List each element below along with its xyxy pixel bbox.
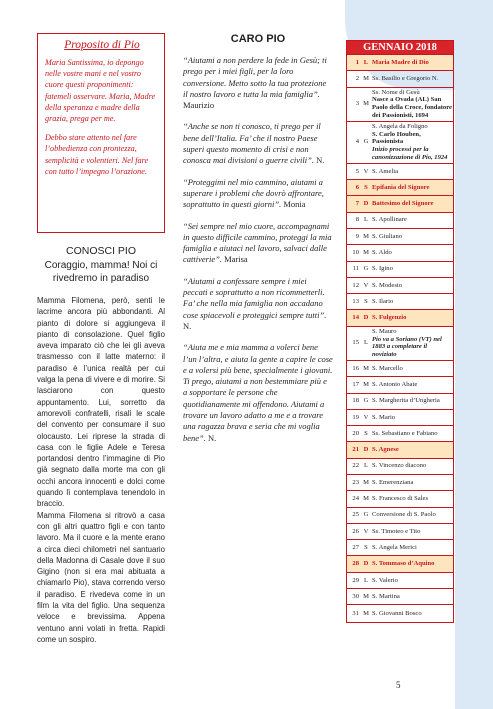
calendar-note: S. Carlo Houben, Passionista [372, 130, 421, 146]
page-number: 5 [396, 680, 401, 690]
calendar-weekday: M [363, 249, 369, 256]
calendar-row [347, 394, 453, 410]
calendar-saint [371, 380, 453, 390]
calendar-weekday: S [364, 543, 368, 551]
calendar-saint [371, 248, 453, 258]
calendar-weekday: S [364, 429, 368, 437]
calendar-day-number: 20 [352, 429, 359, 437]
calendar-weekday: L [363, 462, 369, 470]
calendar-saint-name: S. Antonio Abate [372, 380, 418, 388]
calendar-day-number: 5 [355, 167, 359, 175]
calendar-saint-name: S. Mauro [372, 327, 397, 335]
letter-quote: “Aiutami a confessare sempre i miei peccati e soprattutto a non ricommetterli. Fa’ che nella mia famiglia non accadano cose spiacevoli e proteggici sempre tutti”. [183, 275, 327, 320]
calendar-row [347, 164, 453, 180]
calendar-saint [371, 413, 453, 423]
calendar-saint-name: S. Angela Merici [372, 543, 417, 551]
calendar-day-number: 25 [352, 511, 359, 519]
calendar-saint-name: S. Valerio [372, 576, 398, 584]
letter-quote: “Proteggimi nel mio cammino, aiutami a superare i problemi che dovrò affrontare, soprattutto in questi giorni”. [183, 176, 324, 210]
conosci-heading [37, 245, 165, 285]
calendar-note: Inizio processi per la canonizzazione di Pio, 1924 [372, 146, 448, 161]
calendar-saint [371, 297, 453, 307]
calendar-row [347, 508, 453, 524]
letter-item [183, 276, 333, 332]
calendar-day-number: 1 [355, 58, 359, 66]
letter-author: Marisa [224, 254, 248, 265]
calendar-weekday: G [363, 397, 369, 405]
calendar-saint-name: S. Igino [372, 265, 393, 273]
calendar-saint [371, 88, 453, 121]
calendar-title: GENNAIO 2018 [347, 41, 453, 55]
calendar-day-number: 8 [355, 216, 359, 224]
letter-item [183, 121, 333, 166]
calendar-saint [371, 527, 453, 537]
calendar-saint-name: S. Francesco di Sales [372, 495, 429, 503]
calendar-saint-name: Ss. Nome di Gesù [372, 88, 420, 96]
calendar-weekday: L [363, 216, 369, 224]
calendar-weekday: L [363, 339, 369, 347]
caro-pio-title: CARO PIO [230, 33, 286, 45]
calendar-row [347, 262, 453, 278]
calendar-weekday: M [363, 495, 369, 503]
calendar-row [347, 426, 453, 442]
calendar-day-number: 28 [352, 560, 359, 568]
calendar-saint-name: S. Tommaso d’Aquino [372, 560, 435, 568]
calendar-day-number: 30 [352, 592, 359, 600]
calendar-day-number: 31 [352, 609, 359, 617]
letter-item [183, 177, 333, 211]
calendar-weekday: V [363, 167, 369, 175]
calendar-weekday: M [363, 592, 369, 600]
letter-quote: “Aiuta me e mia mamma a volerci bene l’un l’altra, e aiuta la gente a capire le cose e a volersi più bene, specialmente i giovani. Ti prego, aiutami a non bestemmiare più e a sopportare le persone che quotidianamente mi offendono. Aiutami a trovare un lavoro adatto a me e a trovare una ragazza brava e seria che mi voglia bene”. [183, 342, 333, 443]
letter-author: N. [183, 320, 192, 331]
calendar-weekday: G [363, 138, 369, 146]
calendar-weekday: M [363, 478, 369, 486]
calendar-saint [371, 592, 453, 602]
calendar-day-number: 27 [352, 543, 359, 551]
calendar-row [347, 88, 453, 122]
calendar-saint-name: S. Apollinare [372, 216, 407, 224]
calendar-weekday: M [363, 100, 369, 108]
calendar-saint-name: S. Martina [372, 592, 400, 600]
letter-author: N. [208, 432, 217, 443]
calendar-day-number: 23 [352, 478, 359, 486]
decorative-blue-edge [455, 0, 493, 709]
calendar-saint-name: Ss. Basilio e Gregorio N. [372, 75, 439, 83]
calendar-saint [371, 215, 453, 225]
calendar-saint [371, 281, 453, 291]
calendar-saint [371, 232, 453, 242]
letter-item [183, 342, 333, 444]
calendar-day-number: 4 [355, 138, 359, 146]
calendar-row [347, 327, 453, 361]
calendar-weekday: D [363, 446, 369, 454]
calendar [346, 40, 454, 623]
calendar-weekday: G [363, 511, 369, 519]
letter-quote: “Anche se non ti conosco, ti prego per il bene dell’Italia. Fa’ che il nostro Paese superi questo momento di crisi e non conosca mai divisioni o guerre civili”. [183, 121, 321, 166]
calendar-day-number: 16 [352, 364, 359, 372]
conosci-subtitle: Coraggio, mamma! Noi ci rivedremo in paradiso [44, 260, 158, 284]
calendar-weekday: S [364, 297, 368, 305]
letters-list [183, 55, 333, 444]
calendar-row [347, 361, 453, 377]
calendar-weekday: L [363, 58, 369, 66]
calendar-row [347, 540, 453, 556]
calendar-row [347, 245, 453, 261]
calendar-day-number: 29 [352, 576, 359, 584]
calendar-day-number: 2 [355, 75, 359, 83]
calendar-saint [371, 576, 453, 586]
conosci-title: CONOSCI PIO [65, 245, 136, 257]
story-paragraph-2: Mamma Filomena si ritrovò a casa con gli altri quattro figli e con tanto lavoro. Ma il cuore e la mente erano a circa dieci chilometri nel santuario della Madonna di Casale dove il suo Gigino (non si era mai abituata a chiamarlo Pio), stava correndo verso il paradiso. E rivedeva come in un film la vita del figlio. Una sequenza veloce e brevissima. Appena ventuno anni volati in fretta. Rapidi come un sospiro. [37, 510, 165, 644]
calendar-row [347, 229, 453, 245]
calendar-saint-name: S. Aldo [372, 249, 392, 256]
calendar-weekday: V [363, 527, 369, 535]
calendar-day-number: 18 [352, 397, 359, 405]
proposito-box [37, 33, 165, 233]
calendar-weekday: M [363, 232, 369, 240]
calendar-saint [371, 122, 453, 163]
calendar-day-number: 13 [352, 297, 359, 305]
calendar-saint [371, 494, 453, 504]
calendar-saint-name: S. Giovanni Bosco [372, 609, 422, 617]
proposito-title: Proposito di Pio [64, 39, 140, 51]
calendar-saint [371, 461, 453, 471]
calendar-row [347, 605, 453, 621]
calendar-row [347, 377, 453, 393]
conosci-story [37, 295, 165, 645]
calendar-weekday: S [364, 183, 368, 191]
calendar-row [347, 180, 453, 196]
calendar-saint [371, 58, 453, 68]
calendar-row [347, 122, 453, 164]
calendar-saint-name: Ss. Sebastiano e Fabiano [372, 429, 438, 437]
letter-author: Maurizio [183, 100, 215, 111]
calendar-saint-name: S. Agnese [372, 446, 399, 454]
calendar-saint-name: S. Fulgenzio [372, 314, 407, 322]
calendar-saint-name: Maria Madre di Dio [372, 58, 429, 66]
calendar-day-number: 12 [352, 281, 359, 289]
calendar-day-number: 17 [352, 380, 359, 388]
calendar-row [347, 278, 453, 294]
calendar-row [347, 196, 453, 212]
calendar-row [347, 213, 453, 229]
calendar-day-number: 9 [355, 232, 359, 240]
calendar-saint [371, 74, 453, 84]
calendar-day-number: 10 [352, 249, 359, 256]
calendar-row [347, 573, 453, 589]
calendar-saint-name: S. Vincenzo diacono [372, 462, 427, 470]
calendar-weekday: M [363, 609, 369, 617]
calendar-weekday: V [363, 413, 369, 421]
calendar-saint [371, 478, 453, 488]
calendar-day-number: 7 [355, 200, 359, 208]
calendar-saint [371, 609, 453, 619]
calendar-saint-name: S. Giuliano [372, 232, 403, 240]
calendar-row [347, 55, 453, 71]
proposito-paragraph-2: Debbo stare attento nel fare l’obbedienza con prontezza, semplicità e volentieri. Nel fare con tutto l’impegno l’orazione. [45, 133, 149, 176]
left-column [37, 33, 165, 645]
letter-quote: “Sei sempre nel mio cuore, accompagnami in questo difficile cammino, proteggi la mia famiglia e aiutaci nel lavoro, salvaci dalle cattiverie”. [183, 220, 332, 265]
calendar-saint-name: Conversione di S. Paolo [372, 511, 436, 519]
calendar-saint [371, 264, 453, 274]
calendar-saint [371, 510, 453, 520]
calendar-weekday: M [363, 380, 369, 388]
proposito-paragraph-1: Maria Santissima, io depongo nelle vostre mani e nel vostro cuore questi proponimenti: fatemeli osservare. Maria, Madre della speranza e madre della grazia, prega per me. [45, 58, 156, 124]
calendar-saint-name: S. Amelia [372, 167, 399, 175]
calendar-row [347, 294, 453, 310]
calendar-row [347, 442, 453, 458]
calendar-row [347, 410, 453, 426]
calendar-day-number: 19 [352, 413, 359, 421]
calendar-saint [371, 327, 453, 360]
calendar-saint-name: S. Modesto [372, 281, 403, 289]
calendar-day-number: 14 [352, 314, 359, 322]
calendar-saint [371, 364, 453, 374]
calendar-note: Nasce a Ovada (AL) San Paolo della Croce, fondatore dei Passionisti, 1694 [372, 96, 452, 119]
calendar-weekday: D [363, 560, 369, 568]
calendar-row [347, 524, 453, 540]
calendar-saint [371, 167, 453, 177]
calendar-saint-name: S. Emerenziana [372, 478, 414, 486]
calendar-saint-name: S. Ilario [372, 297, 394, 305]
calendar-weekday: D [363, 200, 369, 208]
calendar-day-number: 6 [355, 183, 359, 191]
calendar-row [347, 459, 453, 475]
calendar-saint [371, 559, 453, 569]
calendar-day-number: 22 [352, 462, 359, 470]
middle-column [183, 33, 333, 454]
letter-author: Monia [283, 199, 306, 210]
calendar-saint-name: Epifania del Signore [372, 183, 430, 191]
calendar-saint [371, 183, 453, 193]
story-paragraph-1: Mamma Filomena, però, sentì le lacrime ancora più abbondanti. Al pianto di dolore si aggiungeva il pianto di consolazione. Quel figlio aveva imparato ciò che lei gli aveva trasmesso con il latte materno: il paradiso è l’unica realtà per cui valga la pena di vivere e di morire. Si lasciarono con questo appuntamento. Lui, sorretto da amorevoli confratelli, risalì le scale del convento per consumare il suo olocausto. Lei riprese la strada di casa con le figlie Adele e Teresa portandosi dentro l’immagine di Pio già segnato dalla morte ma con gli occhi ancora innocenti e dolci come quando lì contemplava tenendolo in braccio. [37, 296, 165, 509]
letter-author: N. [316, 155, 325, 166]
letter-quote: “Aiutami a non perdere la fede in Gesù; ti prego per i miei figli, per la loro conversione. Metto sotto la tua protezione il nostro lavoro e tutta la mia famiglia”. [183, 55, 327, 99]
calendar-saint [371, 396, 453, 406]
calendar-row [347, 556, 453, 572]
calendar-weekday: G [363, 265, 369, 273]
calendar-row [347, 589, 453, 605]
calendar-row [347, 475, 453, 491]
calendar-saint-name: S. Marcello [372, 364, 403, 372]
calendar-saint-name: S. Angela da Foligno [372, 122, 428, 130]
calendar-day-number: 15 [352, 339, 359, 347]
letter-item [183, 221, 333, 266]
calendar-saint [371, 199, 453, 209]
calendar-row [347, 310, 453, 326]
calendar-weekday: M [363, 364, 369, 372]
calendar-saint-name: Battesimo del Signore [372, 200, 434, 208]
calendar-weekday: M [363, 75, 369, 83]
calendar-row [347, 71, 453, 87]
calendar-saint-name: Ss. Timoteo e Tito [372, 527, 421, 535]
calendar-weekday: V [363, 281, 369, 289]
calendar-saint [371, 543, 453, 553]
calendar-day-number: 26 [352, 527, 359, 535]
calendar-weekday: L [363, 576, 369, 584]
calendar-saint [371, 313, 453, 323]
calendar-saint [371, 445, 453, 455]
letter-item [183, 55, 333, 111]
calendar-saint-name: S. Mario [372, 413, 396, 421]
calendar-saint-name: S. Margherita d’Ungheria [372, 397, 440, 405]
calendar-day-number: 3 [355, 100, 359, 108]
calendar-day-number: 21 [352, 446, 359, 454]
calendar-note: Pio va a Soriano (VT) nel 1883 a completare il noviziato [372, 335, 442, 359]
calendar-row [347, 491, 453, 507]
calendar-day-number: 11 [352, 265, 359, 273]
calendar-weekday: D [363, 314, 369, 322]
calendar-saint [371, 429, 453, 439]
calendar-rows [347, 55, 453, 622]
calendar-day-number: 24 [352, 495, 359, 503]
